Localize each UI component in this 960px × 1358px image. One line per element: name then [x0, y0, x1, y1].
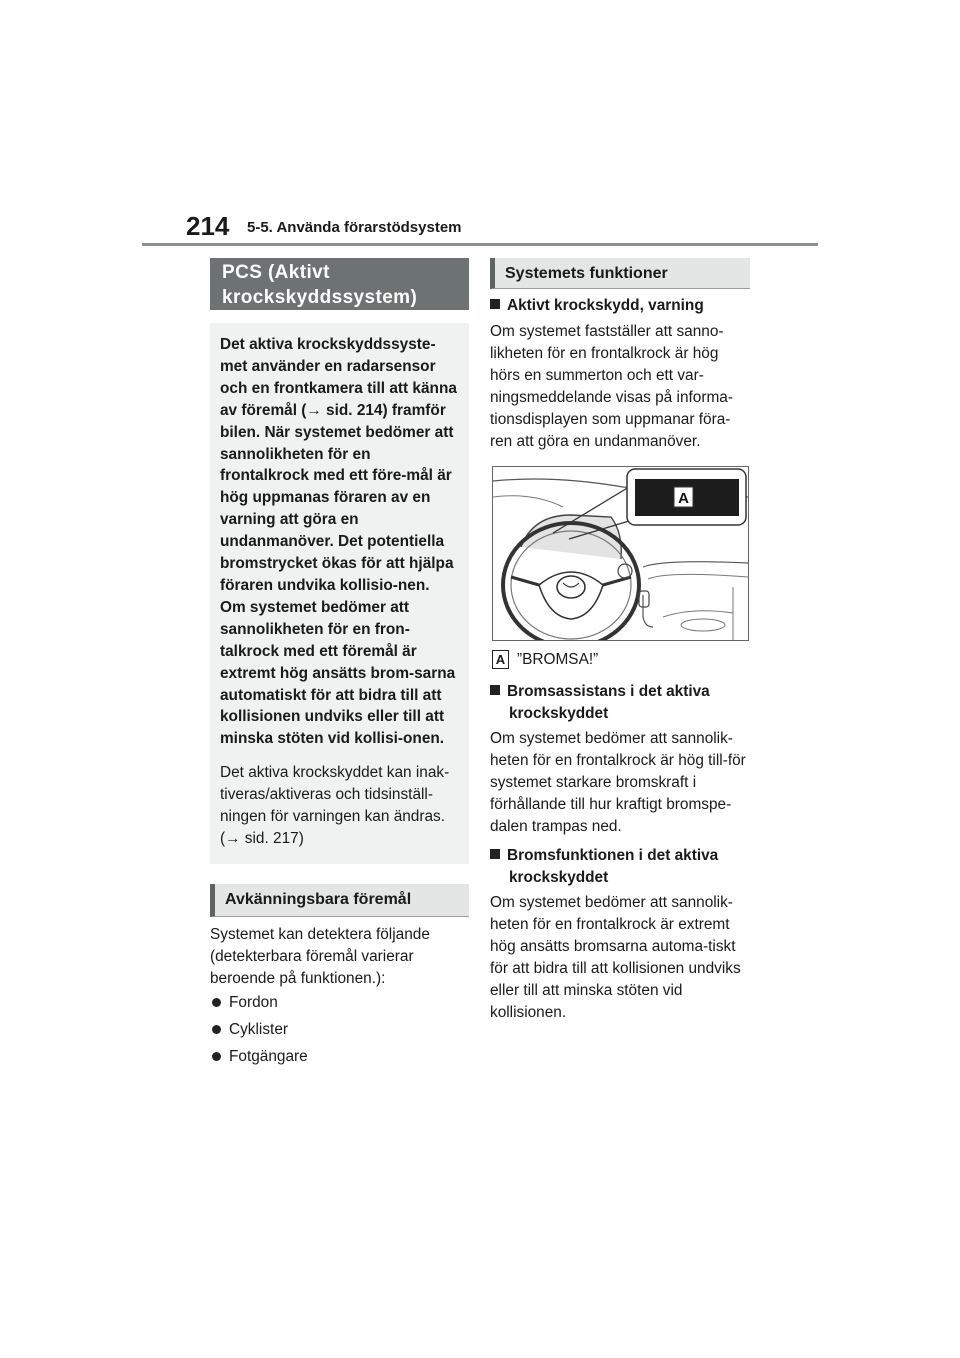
- warning-text: Om systemet fastställer att sanno-likheten för en frontalkrock är hög hörs en summerton och ett var-ningsmeddelande visas på informa-tionsdisplayen som uppmanar föra-ren att göra en undanmanöver.: [490, 323, 733, 450]
- figure-label-a: A: [678, 490, 689, 507]
- list-item: Fordon: [210, 992, 469, 1014]
- square-bullet-icon: [490, 849, 500, 859]
- heading-brake-assist: Bromsassistans i det aktiva krockskyddet: [490, 681, 750, 725]
- header-rule: [142, 243, 818, 246]
- page-number: 214: [186, 211, 230, 241]
- dashboard-illustration: [492, 466, 749, 641]
- heading-warning: Aktivt krockskydd, varning: [490, 295, 750, 317]
- intro-normal-text: Det aktiva krockskyddet kan inak-tiveras/aktiveras och tidsinställ-ningen för varningen kan ändras. (→ sid. 217): [220, 764, 450, 847]
- detectable-intro-text: Systemet kan detektera följande (detekterbara föremål varierar beroende på funktionen.):: [210, 926, 430, 987]
- list-item: Fotgängare: [210, 1046, 469, 1068]
- caption-text: ”BROMSA!”: [517, 651, 599, 668]
- bullet-icon: [212, 1052, 221, 1061]
- intro-bold-text: Det aktiva krockskyddssyste-met använder en radarsensor och en frontkamera till att känna av föremål (→ sid. 214) framför bilen. När systemet bedömer att sannolikheten för en frontalkrock med ett före-mål är hög uppmanas föraren av en varning att göra en undanmanöver. Det potentiella bromstrycket ökas för att hjälpa föraren undvika kollisio-nen. Om systemet bedömer att sannolikheten för en fron-talkrock med ett föremål är extremt hög ansätts brom-sarna automatiskt för att bidra till att kollisionen undviks eller till att minska stöten vid kollisi-onen.: [220, 336, 457, 748]
- intro-box: [210, 323, 469, 864]
- subsection-title-detectable: Avkänningsbara föremål: [210, 884, 469, 917]
- heading-brake-function: Bromsfunktionen i det aktiva krockskyddet: [490, 845, 750, 889]
- section-title-pcs: PCS (Aktivt krockskyddssystem): [210, 258, 469, 310]
- detectable-list: [210, 992, 469, 1073]
- steering-wheel-illustration: [493, 467, 748, 640]
- bullet-icon: [212, 1025, 221, 1034]
- square-bullet-icon: [490, 685, 500, 695]
- figure-caption: [492, 649, 598, 671]
- square-bullet-icon: [490, 299, 500, 309]
- brake-function-text: Om systemet bedömer att sannolik-heten för en frontalkrock är extremt hög ansätts bromsarna automa-tiskt för att bidra till att kollisionen undviks eller till att minska stöten vid kollisionen.: [490, 894, 741, 1021]
- chapter-title: 5-5. Använda förarstödsystem: [247, 219, 462, 236]
- subsection-title-functions: Systemets funktioner: [490, 258, 750, 289]
- bullet-icon: [212, 998, 221, 1007]
- caption-label: A: [492, 650, 509, 669]
- brake-assist-text: Om systemet bedömer att sannolik-heten för en frontalkrock är hög till-för systemet starkare bromskraft i förhållande till hur kraftigt bromspe-dalen trampas ned.: [490, 730, 746, 835]
- list-item: Cyklister: [210, 1019, 469, 1041]
